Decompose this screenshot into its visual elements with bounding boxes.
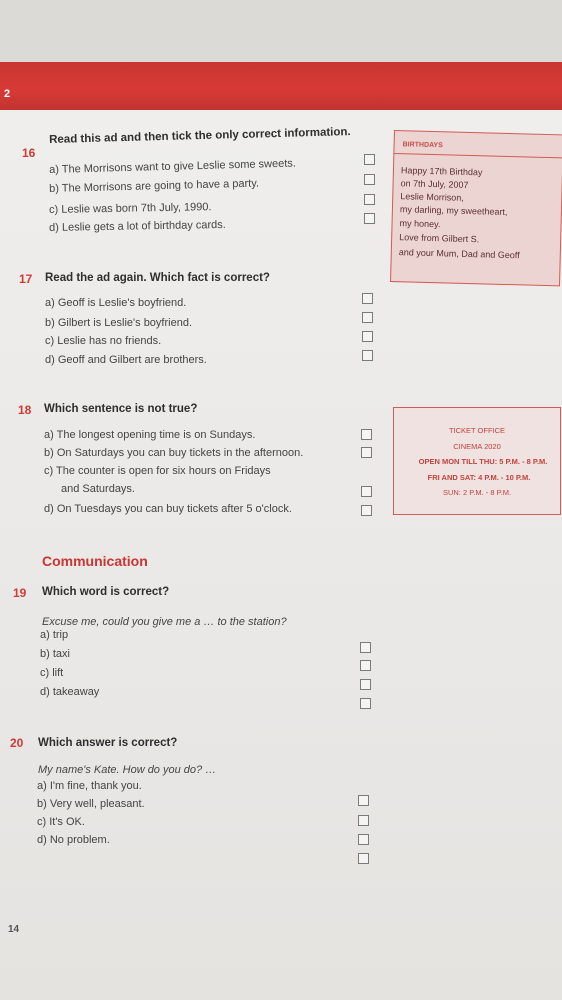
q16-checkbox-b[interactable] [364,174,375,185]
q17-option-b: b) Gilbert is Leslie's boyfriend. [45,317,192,329]
question-18-number: 18 [18,403,32,417]
ticket-office-ad [393,407,561,515]
birthday-ad-line: Happy 17th Birthday [400,165,483,178]
q20-checkbox-d[interactable] [358,853,369,864]
q19-checkbox-b[interactable] [360,660,371,671]
q20-option-b: b) Very well, pleasant. [37,798,145,810]
q18-checkbox-b[interactable] [361,447,372,458]
q19-option-d: d) takeaway [40,686,100,698]
q17-checkbox-c[interactable] [362,331,373,342]
q17-option-a: a) Geoff is Leslie's boyfriend. [45,297,187,309]
q20-option-a: a) I'm fine, thank you. [37,780,142,792]
question-16-text: Read this ad and then tick the only correct information. [49,126,351,146]
birthday-ad-line: Leslie Morrison, [400,191,464,203]
question-20-number: 20 [10,736,24,750]
q19-checkbox-a[interactable] [360,642,371,653]
q19-prompt: Excuse me, could you give me a … to the station? [42,616,287,628]
q18-option-c: c) The counter is open for six hours on Fridays [44,465,271,477]
q17-checkbox-a[interactable] [362,293,373,304]
q20-checkbox-c[interactable] [358,834,369,845]
question-19-number: 19 [13,586,27,600]
question-16-number: 16 [22,146,36,160]
birthday-ad-line: my honey. [399,218,441,230]
q16-option-b: b) The Morrisons are going to have a party. [49,177,260,195]
birthday-ad-divider [394,153,562,158]
q17-option-d: d) Geoff and Gilbert are brothers. [45,354,207,366]
section-title-communication: Communication [42,553,148,569]
q20-option-c: c) It's OK. [37,816,85,828]
page-top-background [0,0,562,70]
q16-checkbox-c[interactable] [364,194,375,205]
ticket-ad-line: OPEN MON TILL THU: 5 P.M. - 8 P.M. [418,457,548,466]
q16-option-d: d) Leslie gets a lot of birthday cards. [49,218,226,234]
q18-checkbox-a[interactable] [361,429,372,440]
ticket-ad-line: FRI AND SAT: 4 P.M. - 10 P.M. [427,473,531,482]
header-red-band [0,62,562,110]
ticket-ad-line: CINEMA 2020 [453,442,501,451]
q19-checkbox-c[interactable] [360,679,371,690]
q20-option-d: d) No problem. [37,834,110,846]
q17-checkbox-d[interactable] [362,350,373,361]
q18-option-d: d) On Tuesdays you can buy tickets after 5 o'clock. [44,503,292,515]
page-number-bottom: 14 [8,924,20,935]
birthday-ad-line: my darling, my sweetheart, [399,204,508,217]
question-17-number: 17 [19,272,33,286]
ticket-ad-line: TICKET OFFICE [448,426,506,435]
q19-option-b: b) taxi [40,648,70,660]
q19-checkbox-d[interactable] [360,698,371,709]
q16-option-c: c) Leslie was born 7th July, 1990. [49,201,212,216]
birthday-ad-line: on 7th July, 2007 [400,178,469,190]
q19-option-c: c) lift [40,667,64,679]
q20-checkbox-b[interactable] [358,815,369,826]
birthday-ad [390,130,562,286]
q16-checkbox-d[interactable] [364,213,375,224]
q18-option-c-continued: and Saturdays. [61,483,135,495]
q20-prompt: My name's Kate. How do you do? … [38,764,217,776]
ticket-ad-line: SUN: 2 P.M. - 8 P.M. [442,488,512,497]
birthday-ad-header: BIRTHDAYS [402,141,443,150]
question-20-text: Which answer is correct? [38,737,178,749]
q16-option-a: a) The Morrisons want to give Leslie some sweets. [49,157,297,176]
q18-option-b: b) On Saturdays you can buy tickets in the afternoon. [44,447,304,459]
q18-option-a: a) The longest opening time is on Sundays. [44,429,256,441]
q18-checkbox-c[interactable] [361,486,372,497]
question-17-text: Read the ad again. Which fact is correct? [45,272,270,284]
question-18-text: Which sentence is not true? [44,403,198,415]
birthday-ad-line: Love from Gilbert S. [399,232,480,245]
q17-option-c: c) Leslie has no friends. [45,335,162,347]
q16-checkbox-a[interactable] [364,154,375,165]
q19-option-a: a) trip [40,629,69,641]
birthday-ad-line: and your Mum, Dad and Geoff [398,247,520,261]
q17-checkbox-b[interactable] [362,312,373,323]
q20-checkbox-a[interactable] [358,795,369,806]
q18-checkbox-d[interactable] [361,505,372,516]
page-number-top: 2 [4,88,11,100]
question-19-text: Which word is correct? [42,586,170,598]
